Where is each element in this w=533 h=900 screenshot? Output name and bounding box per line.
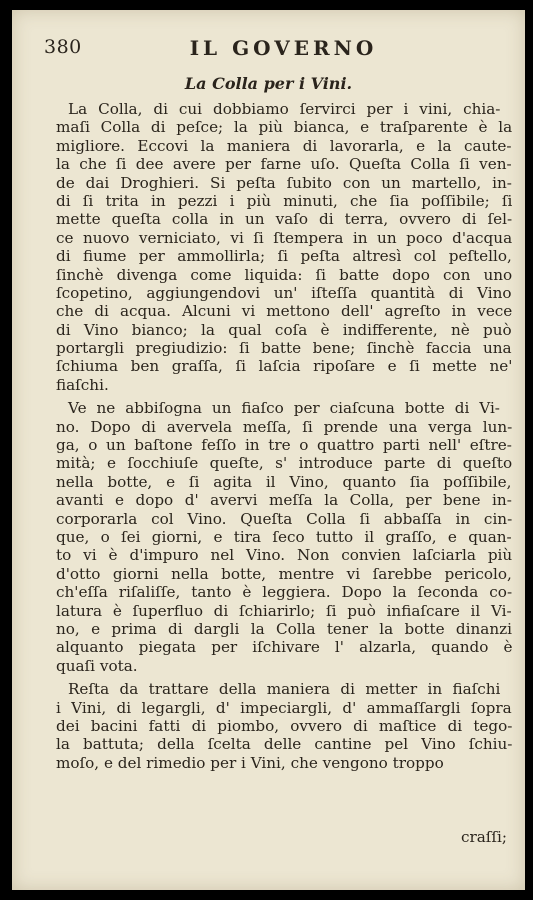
text-line: de dai Droghieri. Si peſta ſubito con un martello, in-: [56, 173, 512, 192]
text-line: fiaſchi.: [56, 375, 109, 394]
text-line: mità; e ſocchiuſe queſte, s' introduce parte di queſto: [56, 454, 513, 473]
text-line: ſchiuma ben graſſa, ſi laſcia ripoſare e ſi mette ne': [56, 357, 513, 376]
text-line: Reſta da trattare della maniera di metter in fiaſchi: [68, 680, 501, 699]
text-line: ſcopetino, aggiungendovi un' iſteſſa quantità di Vino: [56, 283, 512, 302]
text-line: maſi Colla di peſce; la più bianca, e traſparente è la: [56, 118, 513, 137]
text-line: alquanto piegata per iſchivare l' alzarla, quando è: [56, 638, 513, 657]
running-title: IL GOVERNO: [189, 36, 378, 60]
text-line: la battuta; della ſcelta delle cantine pel Vino ſchiu-: [56, 735, 513, 754]
text-line: ch'eſſa riſaliſſe, tanto è leggiera. Dopo la ſeconda co-: [56, 583, 513, 602]
text-line: mette queſta colla in un vaſo di terra, ovvero di ſel-: [56, 210, 513, 229]
text-line: ſinchè divenga come liquida: ſi batte dopo con uno: [56, 265, 513, 284]
text-line: La Colla, di cui dobbiamo ſervirci per i vini, chia-: [68, 100, 501, 118]
page-number: 380: [44, 36, 82, 58]
text-line: dei bacini fatti di piombo, ovvero di maſtice di tego-: [56, 716, 513, 735]
text-line: migliore. Eccovi la maniera di lavorarla, e la caute-: [56, 136, 512, 155]
text-line: di ſi trita in pezzi i più minuti, che ſia poſſibile; ſi: [56, 191, 513, 210]
text-line: moſo, e del rimedio per i Vini, che vengono troppo: [56, 753, 444, 772]
text-line: di fiume per ammollirla; ſi peſta altresì col peſtello,: [56, 247, 512, 266]
text-line: portargli pregiudizio: ſi batte bene; ſinchè faccia una: [56, 339, 512, 358]
book-page: [12, 10, 525, 890]
text-line: i Vini, di legargli, d' impeciargli, d' ammaſſargli ſopra: [56, 698, 512, 717]
text-line: di Vino bianco; la qual coſa è indifferente, nè può: [56, 320, 512, 339]
text-line: latura è ſuperfluo di ſchiarirlo; ſi può infiaſcare il Vi-: [56, 601, 512, 620]
text-line: la che ſi dee avere per farne uſo. Queſta Colla ſi ven-: [56, 155, 512, 174]
text-line: ga, o un baſtone feſſo in tre o quattro parti nell' eſtre-: [56, 436, 512, 455]
text-line: no, e prima di dargli la Colla tener la botte dinanzi: [56, 619, 512, 638]
text-line: corporarla col Vino. Queſta Colla ſi abbaſſa in cin-: [56, 509, 513, 528]
text-line: nella botte, e ſi agita il Vino, quanto ſia poſſibile,: [56, 472, 512, 491]
body-text: [56, 100, 512, 772]
paragraph: [56, 399, 512, 675]
text-line: quaſi vota.: [56, 656, 138, 675]
text-line: che di acqua. Alcuni vi mettono dell' agreſto in vece: [56, 302, 513, 321]
section-title: La Colla per i Vini.: [184, 74, 353, 93]
text-line: ce nuovo verniciato, vi ſi ſtempera in un poco d'acqua: [56, 228, 513, 247]
catchword: craſſi;: [460, 828, 507, 846]
text-line: no. Dopo di avervela meſſa, ſi prende una verga lun-: [56, 417, 513, 436]
text-line: Ve ne abbiſogna un fiaſco per ciaſcuna botte di Vi-: [68, 399, 500, 418]
paragraph: [56, 680, 512, 772]
text-line: to vi è d'impuro nel Vino. Non convien laſciarla più: [56, 546, 513, 565]
text-line: avanti e dopo d' avervi meſſa la Colla, per bene in-: [56, 491, 512, 510]
page-header: [12, 36, 525, 66]
text-line: d'otto giorni nella botte, mentre vi ſarebbe pericolo,: [56, 564, 512, 583]
text-line: que, o ſei giorni, e tira ſeco tutto il graſſo, e quan-: [56, 527, 512, 546]
paragraph: [56, 100, 512, 394]
